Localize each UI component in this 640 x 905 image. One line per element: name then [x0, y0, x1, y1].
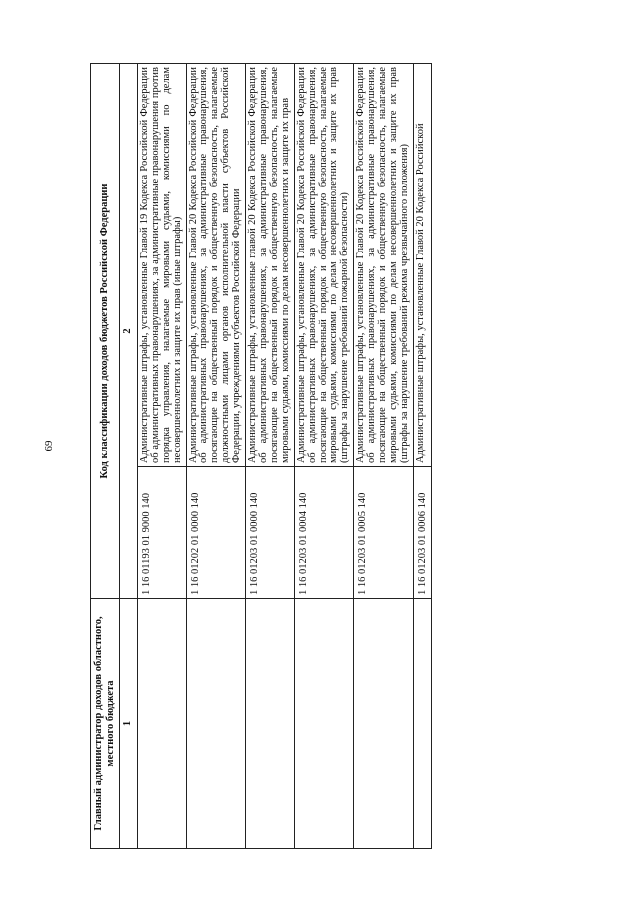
admin-cell	[413, 599, 431, 849]
header-administrator: Главный администратор доходов областного, местного бюджета	[91, 599, 120, 849]
column-number-1: 1	[120, 599, 138, 849]
admin-cell	[354, 599, 414, 849]
admin-cell	[294, 599, 354, 849]
revenue-code: 1 16 01203 01 0005 140	[354, 467, 414, 599]
table-header-row	[91, 64, 120, 849]
table-row	[294, 64, 354, 849]
revenue-description: Административные штрафы, установленные Главой 20 Кодекса Российской	[413, 64, 431, 467]
table-row	[246, 64, 295, 849]
revenue-code: 1 16 01193 01 9000 140	[137, 467, 186, 599]
revenue-description: Административные штрафы, установленные Главой 19 Кодекса Российской Федерации об административных правонарушениях, за административные правонарушения против порядка управления, налагаемые мировыми судьями, комиссиями по делам несовершеннолетних и защите их прав (иные штрафы)	[137, 64, 186, 467]
revenue-code: 1 16 01203 01 0004 140	[294, 467, 354, 599]
revenue-description: Административные штрафы, установленные Главой 20 Кодекса Российской Федерации об административных правонарушениях, за административные правонарушения, посягающие на общественный порядок и общественную безопасность, налагаемые мировыми судьями, комиссиями по делам несовершеннолетних и защите их прав (штрафы за нарушение требований пожарной безопасности)	[294, 64, 354, 467]
revenue-code: 1 16 01203 01 0006 140	[413, 467, 431, 599]
column-number-row	[120, 64, 138, 849]
table-row	[354, 64, 414, 849]
admin-cell	[137, 599, 186, 849]
admin-cell	[186, 599, 246, 849]
table-row	[186, 64, 246, 849]
revenue-description: Административные штрафы, установленные главой 20 Кодекса Российской Федерации об административных правонарушениях, за административные правонарушения, посягающие на общественный порядок и общественную безопасность, налагаемые мировыми судьями, комиссиями по делам несовершеннолетних и защите их прав	[246, 64, 295, 467]
page-number: 69	[43, 440, 55, 452]
table-row	[413, 64, 431, 849]
table-row	[137, 64, 186, 849]
revenue-classification-table	[90, 63, 432, 849]
revenue-code: 1 16 01202 01 0000 140	[186, 467, 246, 599]
header-classification-code: Код классификации доходов бюджетов Российской Федерации	[91, 64, 120, 599]
revenue-description: Административные штрафы, установленные Главой 20 Кодекса Российской Федерации об административных правонарушениях, за административные правонарушения, посягающие на общественный порядок и общественную безопасность, налагаемые должностными лицами органов исполнительной власти субъектов Российской Федерации, учреждениями субъектов Российской Федерации	[186, 64, 246, 467]
column-number-2: 2	[120, 64, 138, 599]
revenue-code: 1 16 01203 01 0000 140	[246, 467, 295, 599]
admin-cell	[246, 599, 295, 849]
revenue-description: Административные штрафы, установленные Главой 20 Кодекса Российской Федерации об административных правонарушениях, за административные правонарушения, посягающие на общественный порядок и общественную безопасность, налагаемые мировыми судьями, комиссиями по делам несовершеннолетних и защите их прав (штрафы за нарушение требований режима чрезвычайного положения)	[354, 64, 414, 467]
rotated-page-content	[90, 64, 620, 849]
